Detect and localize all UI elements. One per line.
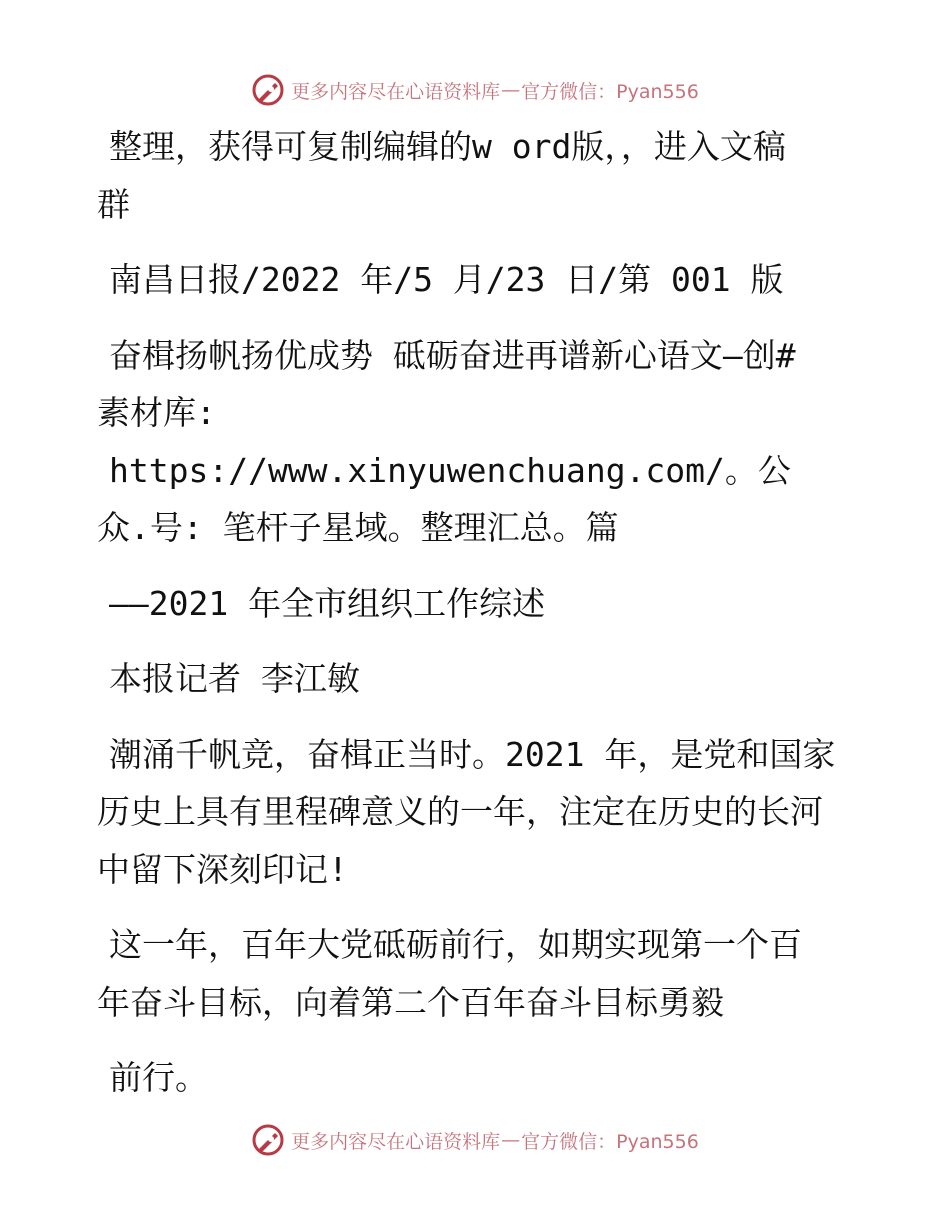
- banner-text-left: 更多内容尽在心语资料库: [291, 1130, 501, 1153]
- text-line: 历史上具有里程碑意义的一年，注定在历史的长河: [97, 792, 823, 831]
- text-line: 众.号: 笔杆子星域。整理汇总。篇: [97, 508, 619, 547]
- text-line: 群: [97, 184, 130, 224]
- banner-separator: —: [501, 79, 521, 101]
- paragraph: [97, 650, 857, 708]
- paragraph: [97, 916, 857, 1031]
- paragraph: [97, 575, 857, 633]
- text-line: 素材库: https://www.xinyuwenchuang.com/。公: [97, 393, 791, 490]
- text-line: 奋楫扬帆扬优成势 砥砺奋进再谱新心语文—创#: [109, 335, 796, 375]
- text-line: 南昌日报/2022 年/5 月/23 日/第 001 版: [109, 260, 784, 299]
- banner-text-right: 官方微信：Pyan556: [521, 80, 699, 103]
- banner-text-right: 官方微信：Pyan556: [521, 1130, 699, 1153]
- text-line: 整理，获得可复制编辑的w ord版，，进入文稿: [109, 127, 786, 166]
- text-line: ——2021 年全市组织工作综述: [109, 583, 546, 623]
- footer-banner: [0, 1120, 950, 1160]
- text-line: 潮涌千帆竞，奋楫正当时。2021 年，是党和国家: [109, 734, 836, 774]
- text-line: 年奋斗目标，向着第二个百年奋斗目标勇毅: [97, 982, 724, 1022]
- pen-logo-icon: [251, 1123, 285, 1157]
- text-line: 本报记者 李江敏: [109, 659, 360, 698]
- paragraph: [97, 327, 857, 557]
- paragraph: [97, 251, 857, 309]
- document-body: [97, 118, 857, 1107]
- paragraph: [97, 1049, 857, 1107]
- text-line: 这一年，百年大党砥砺前行，如期实现第一个百: [109, 925, 802, 964]
- text-line: 中留下深刻印记!: [97, 849, 348, 889]
- banner-text-left: 更多内容尽在心语资料库: [291, 80, 501, 103]
- text-line: 前行。: [109, 1058, 208, 1097]
- paragraph: [97, 118, 857, 233]
- pen-logo-icon: [251, 73, 285, 107]
- banner-separator: —: [501, 1129, 521, 1151]
- paragraph: [97, 726, 857, 899]
- header-banner: [0, 70, 950, 110]
